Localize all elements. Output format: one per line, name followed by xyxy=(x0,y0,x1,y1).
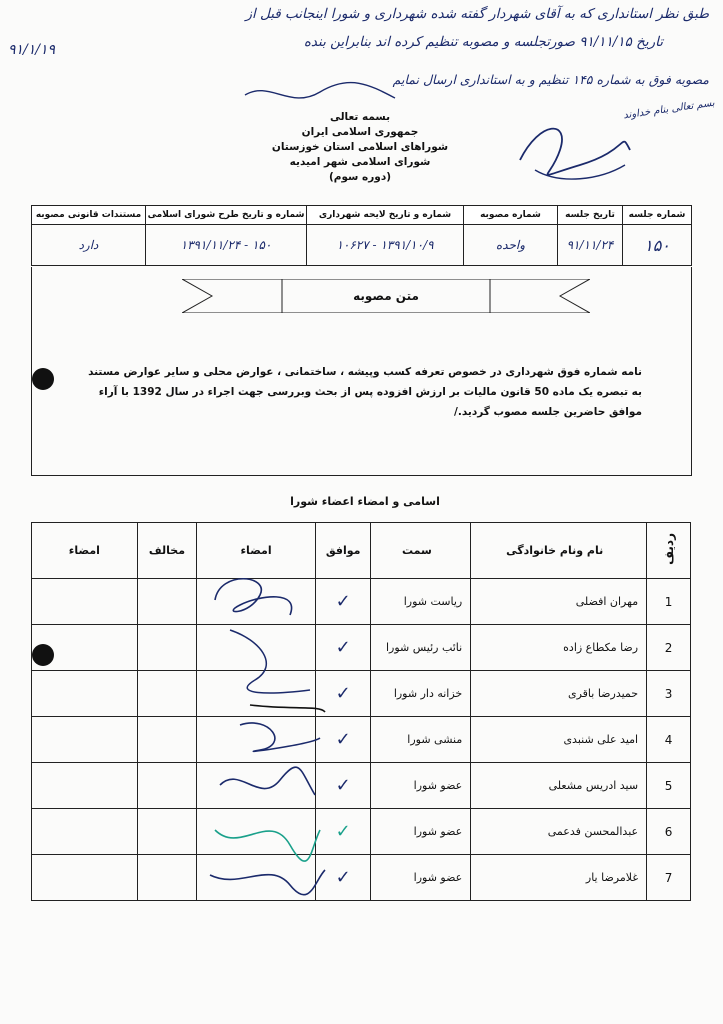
meta-header-row xyxy=(32,206,692,225)
table-row xyxy=(32,579,691,625)
oppose-cell xyxy=(137,809,196,855)
oppose-cell xyxy=(137,625,196,671)
handwritten-note-line1: طبق نظر استانداری که به آقای شهردار گفته شده شهرداری و شورا اینجانب قبل از xyxy=(245,6,709,22)
members-header-row-no: ردیف xyxy=(647,523,691,579)
meta-header-plan: شماره و تاریخ طرح شورای اسلامی xyxy=(146,206,307,225)
member-name: عبدالمحسن فدعمی xyxy=(471,809,647,855)
members-title: اسامی و امضاء اعضاء شورا xyxy=(290,495,440,508)
meta-legal-docs: دارد xyxy=(32,225,146,266)
meta-header-resolution-no: شماره مصوبه xyxy=(464,206,558,225)
members-header-role: سمت xyxy=(371,523,471,579)
top-squiggle xyxy=(240,80,400,110)
oppose-cell xyxy=(137,763,196,809)
handwritten-note-line2: تاریخ ۹۱/۱۱/۱۵ صورتجلسه و مصوبه تنظیم کرده اند بنابراین بنده xyxy=(303,34,663,50)
agree-checkmark: ✓ xyxy=(315,763,371,809)
member-name: مهران افضلی xyxy=(471,579,647,625)
members-header-oppose: مخالف xyxy=(137,523,196,579)
row-number: 6 xyxy=(647,809,691,855)
table-row xyxy=(32,717,691,763)
header-city-council: شورای اسلامی شهر امیدیه xyxy=(289,156,431,168)
members-header-sign: امضاء xyxy=(197,523,316,579)
table-row xyxy=(32,809,691,855)
header-province-councils: شوراهای اسلامی استان خوزستان xyxy=(271,141,449,153)
member-name: امید علی شنبدی xyxy=(471,717,647,763)
sign2-cell xyxy=(32,671,138,717)
agree-checkmark: ✓ xyxy=(315,579,371,625)
meta-session-date: ۹۱/۱۱/۲۴ xyxy=(558,225,623,266)
meta-resolution-no: واحده xyxy=(464,225,558,266)
sign2-cell xyxy=(32,717,138,763)
oppose-cell xyxy=(137,671,196,717)
sign2-cell xyxy=(32,579,138,625)
members-header-name: نام ونام خانوادگی xyxy=(471,523,647,579)
members-table xyxy=(31,522,691,901)
member-role: نائب رئیس شورا xyxy=(371,625,471,671)
meta-value-row xyxy=(32,225,692,266)
row-number: 2 xyxy=(647,625,691,671)
member-name: رضا مکطاع زاده xyxy=(471,625,647,671)
members-header-sign2: امضاء xyxy=(32,523,138,579)
header-term: (دوره سوم) xyxy=(328,171,391,183)
agree-checkmark: ✓ xyxy=(315,625,371,671)
meta-session-no: ۱۵۰ xyxy=(623,225,692,266)
handwritten-side-note: بسم تعالی بنام خداوند xyxy=(622,97,716,122)
member-role: منشی شورا xyxy=(371,717,471,763)
resolution-title: متن مصوبه xyxy=(353,289,419,303)
document-header xyxy=(250,110,470,185)
member-role: عضو شورا xyxy=(371,763,471,809)
header-bismillah: بسمه تعالی xyxy=(329,111,391,123)
row-number: 4 xyxy=(647,717,691,763)
sign2-cell xyxy=(32,809,138,855)
row-number: 3 xyxy=(647,671,691,717)
meta-bill: ۱۳۹۱/۱۰/۹ - ۱۰۶۲۷ xyxy=(307,225,464,266)
punch-hole xyxy=(32,644,54,666)
table-row xyxy=(32,625,691,671)
sign2-cell xyxy=(32,763,138,809)
member-role: ریاست شورا xyxy=(371,579,471,625)
oppose-cell xyxy=(137,579,196,625)
member-role: عضو شورا xyxy=(371,855,471,901)
oppose-cell xyxy=(137,855,196,901)
member-role: خزانه دار شورا xyxy=(371,671,471,717)
row-number: 7 xyxy=(647,855,691,901)
punch-hole xyxy=(32,368,54,390)
oppose-cell xyxy=(137,717,196,763)
agree-checkmark: ✓ xyxy=(315,717,371,763)
member-role: عضو شورا xyxy=(371,809,471,855)
agree-checkmark: ✓ xyxy=(315,809,371,855)
member-name: غلامرضا یار xyxy=(471,855,647,901)
members-header-agree: موافق xyxy=(315,523,371,579)
meta-plan: ۱۵۰ - ۱۳۹۱/۱۱/۲۴ xyxy=(146,225,307,266)
handwritten-note-date: ۹۱/۱/۱۹ xyxy=(8,42,56,58)
table-row xyxy=(32,855,691,901)
member-name: حمیدرضا باقری xyxy=(471,671,647,717)
resolution-banner xyxy=(182,279,590,313)
handwritten-note-line3: مصوبه فوق به شماره ۱۴۵ تنظیم و به استانداری ارسال نمایم xyxy=(392,72,709,87)
meta-table xyxy=(31,205,692,266)
resolution-box xyxy=(31,267,692,476)
members-header-row xyxy=(32,523,691,579)
meta-header-legal-docs: مستندات قانونی مصوبه xyxy=(32,206,146,225)
meta-header-bill: شماره و تاریخ لایحه شهرداری xyxy=(307,206,464,225)
meta-header-session-date: تاریخ جلسه xyxy=(558,206,623,225)
resolution-text: نامه شماره فوق شهرداری در خصوص تعرفه کسب وپیشه ، ساختمانی ، عوارض محلی و سایر عوارض مستند به تبصره یک ماده 50 قانون مالیات بر ارزش افزوده پس از بحث وبررسی جهت اجراء در سال 1392 با آراء موافق حاضرین جلسه مصوب گردید./ xyxy=(88,366,642,418)
agree-checkmark: ✓ xyxy=(315,671,371,717)
table-row xyxy=(32,671,691,717)
member-signatures xyxy=(200,570,330,910)
agree-checkmark: ✓ xyxy=(315,855,371,901)
header-country: جمهوری اسلامی ایران xyxy=(301,126,419,138)
top-signature xyxy=(510,110,640,190)
sign2-cell xyxy=(32,855,138,901)
row-number: 5 xyxy=(647,763,691,809)
member-name: سید ادریس مشعلی xyxy=(471,763,647,809)
table-row xyxy=(32,763,691,809)
meta-header-session-no: شماره جلسه xyxy=(623,206,692,225)
row-number: 1 xyxy=(647,579,691,625)
